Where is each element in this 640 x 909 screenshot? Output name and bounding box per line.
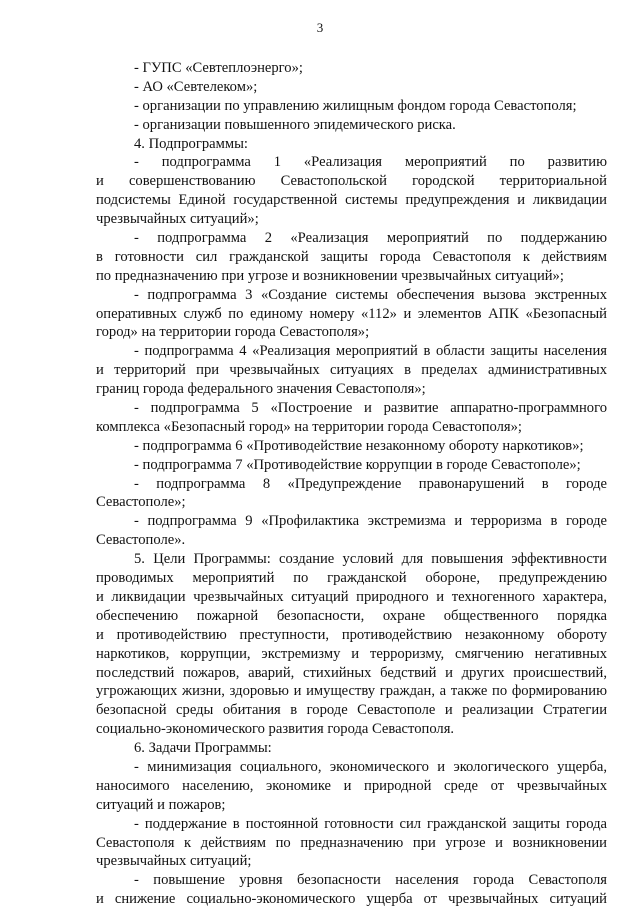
text-line: ситуаций и пожаров; xyxy=(96,796,226,813)
text-line: наносимого населению, экономике и природной среде от чрезвычайных xyxy=(96,777,607,794)
page-number: 3 xyxy=(316,20,324,35)
text-line: в готовности сил гражданской защиты города Севастополя к действиям xyxy=(96,248,607,265)
text-line: - организации по управлению жилищным фондом города Севастополя; xyxy=(134,97,577,114)
text-line: - повышение уровня безопасности населения города Севастополя xyxy=(134,872,607,889)
text-line: - АО «Севтелеком»; xyxy=(134,78,258,95)
text-line: социально-экономического развития города Севастополя. xyxy=(96,721,455,738)
text-line: Севастополе». xyxy=(96,532,186,549)
text-line: - поддержание в постоянной готовности сил гражданской защиты города xyxy=(134,815,607,832)
text-line: - подпрограмма 7 «Противодействие коррупции в городе Севастополе»; xyxy=(134,456,581,473)
text-line: - подпрограмма 4 «Реализация мероприятий в области защиты населения xyxy=(134,343,607,360)
text-line: - подпрограмма 3 «Создание системы обеспечения вызова экстренных xyxy=(134,286,607,303)
text-line: - организации повышенного эпидемического риска. xyxy=(134,116,456,133)
text-line: Севастополя к действиям по предназначению при угрозе и возникновении xyxy=(96,834,607,851)
text-line: чрезвычайных ситуаций; xyxy=(96,853,252,870)
text-line: угрожающих жизни, здоровью и имуществу граждан, а также по формированию xyxy=(96,683,607,700)
text-line: и ликвидации чрезвычайных ситуаций природного и техногенного характера, xyxy=(96,588,607,605)
text-line: проводимых мероприятий по гражданской обороне, предупреждению xyxy=(96,570,607,587)
text-line: 6. Задачи Программы: xyxy=(134,740,272,757)
text-line: 4. Подпрограммы: xyxy=(134,135,248,152)
text-line: оперативных служб по единому номеру «112» и элементов АПК «Безопасный xyxy=(96,305,607,322)
text-line: и противодействию преступности, противодействию незаконному обороту xyxy=(96,626,607,643)
text-line: границ города федерального значения Севастополя»; xyxy=(96,381,426,398)
text-line: - подпрограмма 8 «Предупреждение правонарушений в городе xyxy=(134,475,607,492)
text-line: - подпрограмма 5 «Построение и развитие аппаратно-программного xyxy=(134,400,607,417)
text-line: - подпрограмма 6 «Противодействие незаконному обороту наркотиков»; xyxy=(134,437,584,454)
text-line: - подпрограмма 9 «Профилактика экстремизма и терроризма в городе xyxy=(134,513,607,530)
text-line: обеспечению пожарной безопасности, охране общественного порядка xyxy=(96,607,607,624)
text-line: чрезвычайных ситуаций»; xyxy=(96,211,259,228)
document-body xyxy=(96,59,607,909)
text-line: безопасной среды обитания в городе Севастополе и реализации Стратегии xyxy=(96,702,607,719)
text-line: 5. Цели Программы: создание условий для повышения эффективности xyxy=(134,551,607,568)
text-line: город» на территории города Севастополя»; xyxy=(96,324,370,341)
text-line: Севастополе»; xyxy=(96,494,186,511)
text-line: комплекса «Безопасный город» на территории города Севастополя»; xyxy=(96,418,522,435)
text-line: и территорий при чрезвычайных ситуациях в пределах административных xyxy=(96,362,607,379)
text-line: последствий пожаров, аварий, стихийных бедствий и других происшествий, xyxy=(96,664,607,681)
text-line: по предназначению при угрозе и возникновении чрезвычайных ситуаций»; xyxy=(96,267,564,284)
text-line: и снижение социально-экономического ущерба от чрезвычайных ситуаций xyxy=(96,891,607,908)
text-line: подсистемы Единой государственной системы предупреждения и ликвидации xyxy=(96,192,607,209)
text-line: наркотиков, коррупции, экстремизму и терроризму, смягчению негативных xyxy=(96,645,607,662)
text-line: - ГУПС «Севтеплоэнерго»; xyxy=(134,60,303,76)
text-line: - подпрограмма 2 «Реализация мероприятий по поддержанию xyxy=(134,230,607,247)
text-line: - минимизация социального, экономического и экологического ущерба, xyxy=(134,758,607,775)
text-line: - подпрограмма 1 «Реализация мероприятий по развитию xyxy=(134,154,607,171)
text-line: и совершенствованию Севастопольской городской территориальной xyxy=(96,173,607,190)
